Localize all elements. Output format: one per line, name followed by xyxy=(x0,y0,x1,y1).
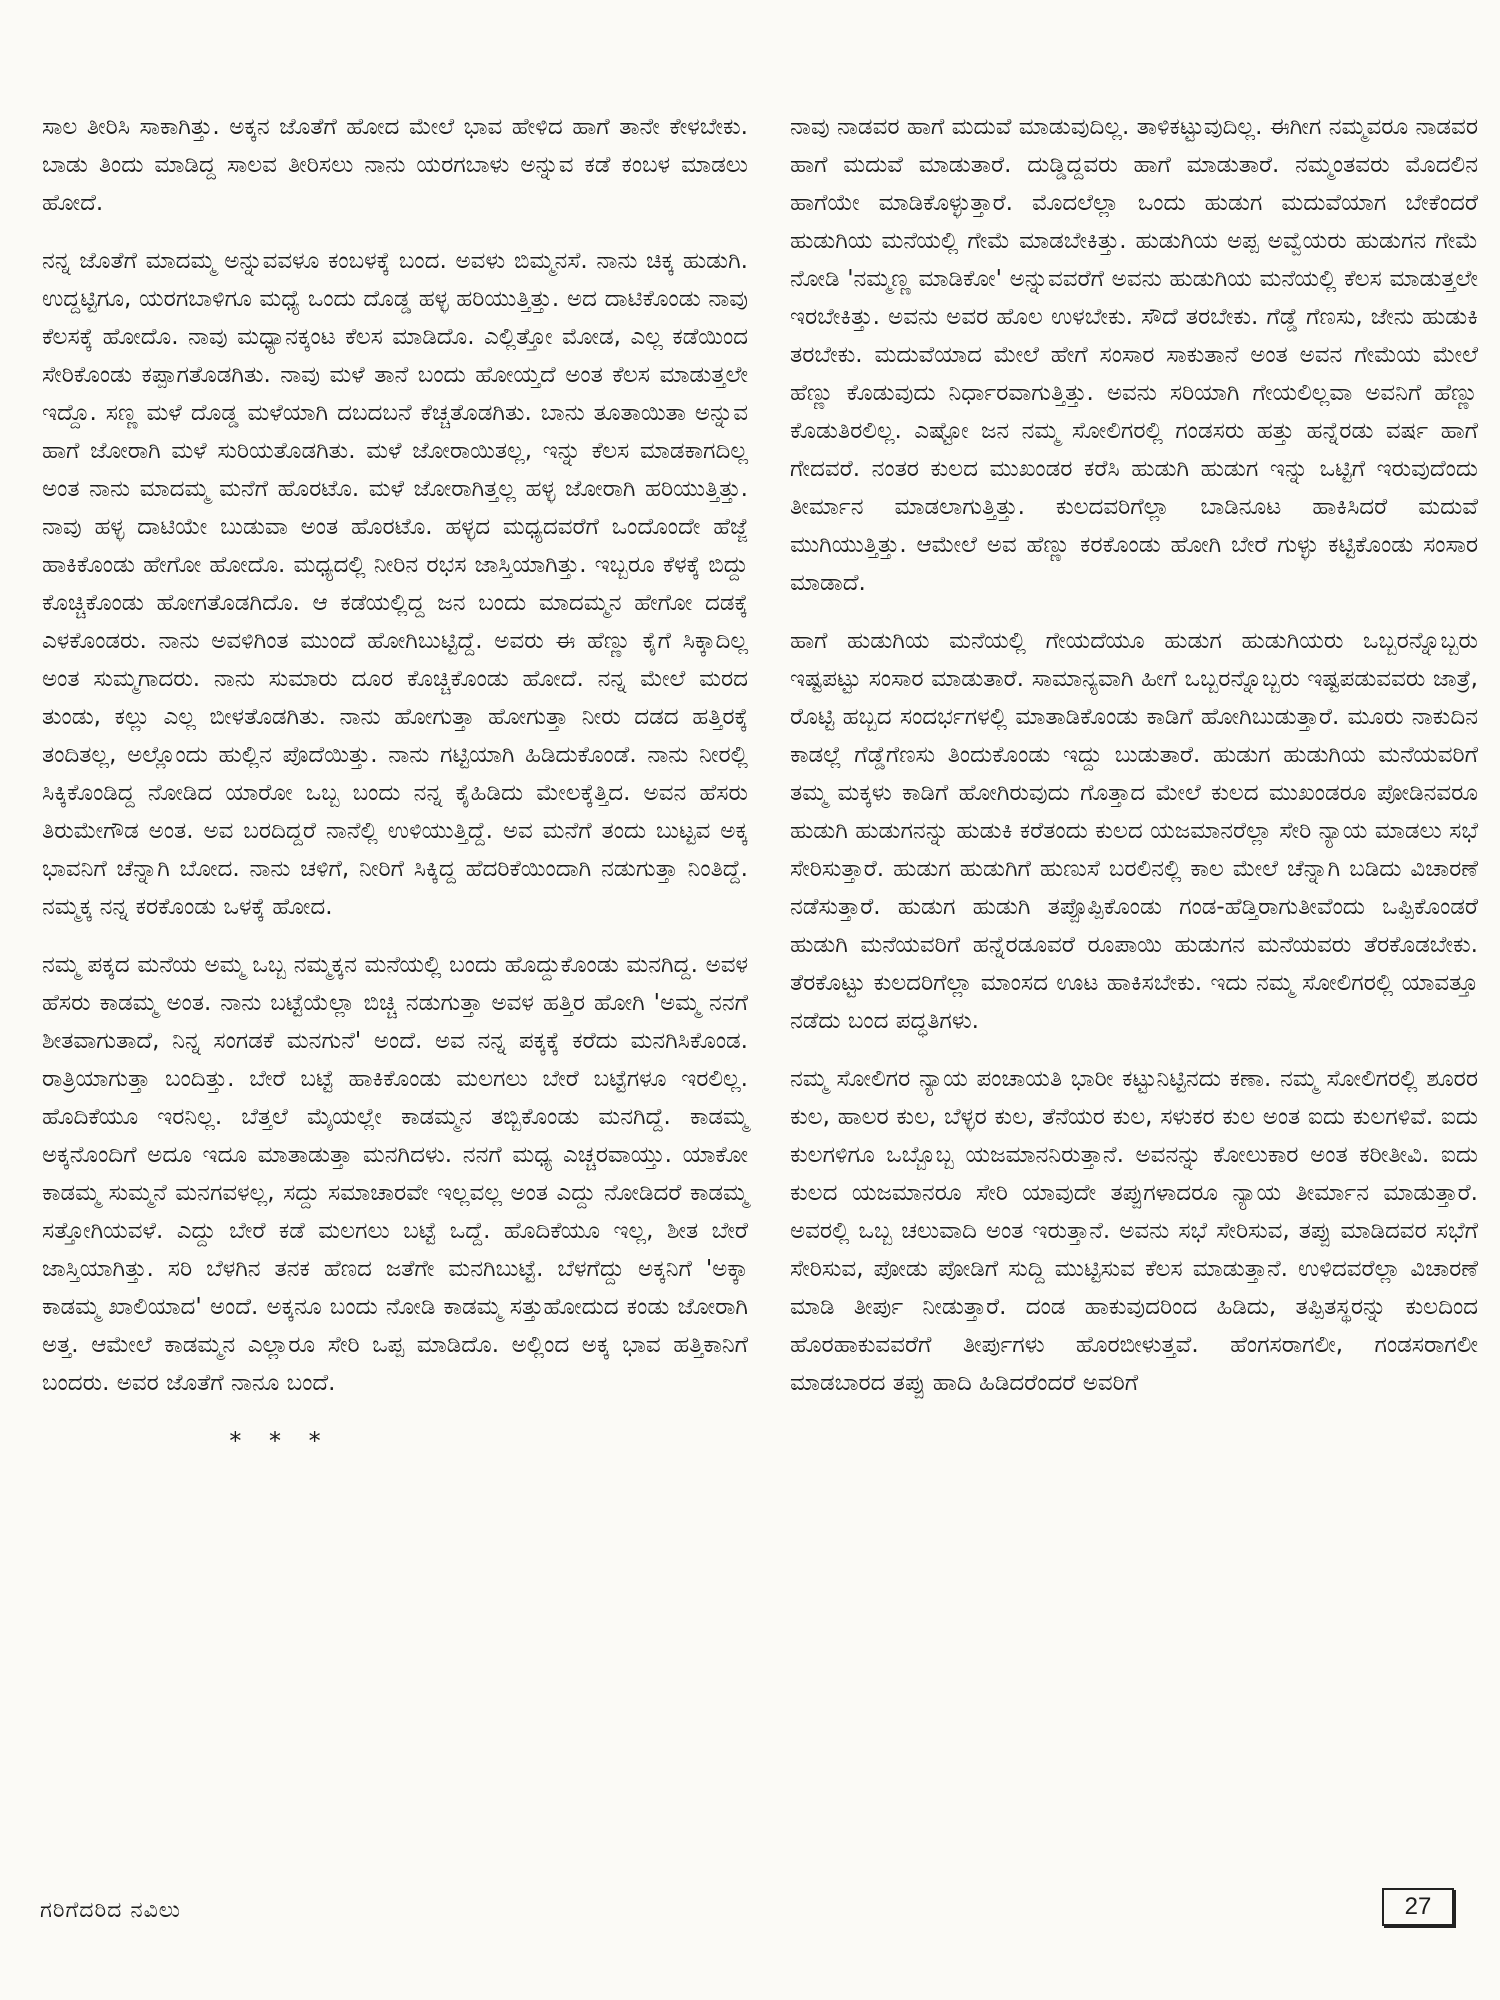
page-number: 27 xyxy=(1382,1888,1454,1926)
right-column xyxy=(790,108,1478,1422)
left-column xyxy=(42,108,748,1460)
paragraph: ನಾವು ನಾಡವರ ಹಾಗೆ ಮದುವೆ ಮಾಡುವುದಿಲ್ಲ. ತಾಳಿಕಟ್ಟುವುದಿಲ್ಲ. ಈಗೀಗ ನಮ್ಮವರೂ ನಾಡವರ ಹಾಗೆ ಮದುವೆ ಮಾಡುತಾರೆ. ದುಡ್ಡಿದ್ದವರು ಹಾಗೆ ಮಾಡುತಾರೆ. ನಮ್ಮಂತವರು ಮೊದಲಿನ ಹಾಗೆಯೇ ಮಾಡಿಕೊಳ್ಳುತ್ತಾರೆ. ಮೊದಲೆಲ್ಲಾ ಒಂದು ಹುಡುಗ ಮದುವೆಯಾಗ ಬೇಕೆಂದರೆ ಹುಡುಗಿಯ ಮನೆಯಲ್ಲಿ ಗೇಮೆ ಮಾಡಬೇಕಿತ್ತು. ಹುಡುಗಿಯ ಅಪ್ಪ ಅವ್ವೆಯರು ಹುಡುಗನ ಗೇಮೆ ನೋಡಿ 'ನಮ್ಮಣ್ಣ ಮಾಡಿಕೋ' ಅನ್ನುವವರೆಗೆ ಅವನು ಹುಡುಗಿಯ ಮನೆಯಲ್ಲಿ ಕೆಲಸ ಮಾಡುತ್ತಲೇ ಇರಬೇಕಿತ್ತು. ಅವನು ಅವರ ಹೊಲ ಉಳಬೇಕು. ಸೌದೆ ತರಬೇಕು. ಗೆಡ್ಡೆ ಗೆಣಸು, ಜೇನು ಹುಡುಕಿ ತರಬೇಕು. ಮದುವೆಯಾದ ಮೇಲೆ ಹೇಗೆ ಸಂಸಾರ ಸಾಕುತಾನೆ ಅಂತ ಅವನ ಗೇಮೆಯ ಮೇಲೆ ಹೆಣ್ಣು ಕೊಡುವುದು ನಿರ್ಧಾರವಾಗುತ್ತಿತ್ತು. ಅವನು ಸರಿಯಾಗಿ ಗೇಯಲಿಲ್ಲವಾ ಅವನಿಗೆ ಹೆಣ್ಣು ಕೊಡುತಿರಲಿಲ್ಲ. ಎಷ್ಟೋ ಜನ ನಮ್ಮ ಸೋಲಿಗರಲ್ಲಿ ಗಂಡಸರು ಹತ್ತು ಹನ್ನೆರಡು ವರ್ಷ ಹಾಗೆ ಗೇದವರೆ. ನಂತರ ಕುಲದ ಮುಖಂಡರ ಕರೆಸಿ ಹುಡುಗಿ ಹುಡುಗ ಇನ್ನು ಒಟ್ಟಿಗೆ ಇರುವುದೆಂದು ತೀರ್ಮಾನ ಮಾಡಲಾಗುತ್ತಿತ್ತು. ಕುಲದವರಿಗೆಲ್ಲಾ ಬಾಡಿನೂಟ ಹಾಕಿಸಿದರೆ ಮದುವೆ ಮುಗಿಯುತ್ತಿತ್ತು. ಆಮೇಲೆ ಅವ ಹೆಣ್ಣು ಕರಕೊಂಡು ಹೋಗಿ ಬೇರೆ ಗುಳ್ಳು ಕಟ್ಟಿಕೊಂಡು ಸಂಸಾರ ಮಾಡಾದೆ. xyxy=(790,114,1478,596)
book-title-footer: ಗರಿಗೆದರಿದ ನವಿಲು xyxy=(40,1898,182,1923)
paragraph: ಹಾಗೆ ಹುಡುಗಿಯ ಮನೆಯಲ್ಲಿ ಗೇಯದೆಯೂ ಹುಡುಗ ಹುಡುಗಿಯರು ಒಬ್ಬರನ್ನೊಬ್ಬರು ಇಷ್ಟಪಟ್ಟು ಸಂಸಾರ ಮಾಡುತಾರೆ. ಸಾಮಾನ್ಯವಾಗಿ ಹೀಗೆ ಒಬ್ಬರನ್ನೊಬ್ಬರು ಇಷ್ಟಪಡುವವರು ಜಾತ್ರೆ, ರೊಟ್ಟಿ ಹಬ್ಬದ ಸಂದರ್ಭಗಳಲ್ಲಿ ಮಾತಾಡಿಕೊಂಡು ಕಾಡಿಗೆ ಹೋಗಿಬುಡುತ್ತಾರೆ. ಮೂರು ನಾಕುದಿನ ಕಾಡಲ್ಲೆ ಗೆಡ್ಡೆಗೆಣಸು ತಿಂದುಕೊಂಡು ಇದ್ದು ಬುಡುತಾರೆ. ಹುಡುಗ ಹುಡುಗಿಯ ಮನೆಯವರಿಗೆ ತಮ್ಮ ಮಕ್ಕಳು ಕಾಡಿಗೆ ಹೋಗಿರುವುದು ಗೊತ್ತಾದ ಮೇಲೆ ಕುಲದ ಮುಖಂಡರೂ ಪೋಡಿನವರೂ ಹುಡುಗಿ ಹುಡುಗನನ್ನು ಹುಡುಕಿ ಕರೆತಂದು ಕುಲದ ಯಜಮಾನರೆಲ್ಲಾ ಸೇರಿ ನ್ಯಾಯ ಮಾಡಲು ಸಭೆ ಸೇರಿಸುತ್ತಾರೆ. ಹುಡುಗ ಹುಡುಗಿಗೆ ಹುಣುಸೆ ಬರಲಿನಲ್ಲಿ ಕಾಲ ಮೇಲೆ ಚೆನ್ನಾಗಿ ಬಡಿದು ವಿಚಾರಣೆ ನಡೆಸುತ್ತಾರೆ. ಹುಡುಗ ಹುಡುಗಿ ತಪ್ಪೊಪ್ಪಿಕೊಂಡು ಗಂಡ-ಹೆಡ್ತಿರಾಗುತೀವೆಂದು ಒಪ್ಪಿಕೊಂಡರೆ ಹುಡುಗಿ ಮನೆಯವರಿಗೆ ಹನ್ನೆರಡೂವರೆ ರೂಪಾಯಿ ಹುಡುಗನ ಮನೆಯವರು ತೆರಕೊಡಬೇಕು. ತೆರಕೊಟ್ಟು ಕುಲದರಿಗೆಲ್ಲಾ ಮಾಂಸದ ಊಟ ಹಾಕಿಸಬೇಕು. ಇದು ನಮ್ಮ ಸೋಲಿಗರಲ್ಲಿ ಯಾವತ್ತೂ ನಡೆದು ಬಂದ ಪದ್ಧತಿಗಳು. xyxy=(790,628,1478,1034)
paragraph: ನಮ್ಮ ಸೋಲಿಗರ ನ್ಯಾಯ ಪಂಚಾಯತಿ ಭಾರೀ ಕಟ್ಟುನಿಟ್ಟಿನದು ಕಣಾ. ನಮ್ಮ ಸೋಲಿಗರಲ್ಲಿ ಶೂರರ ಕುಲ, ಹಾಲರ ಕುಲ, ಬೆಳ್ಳರ ಕುಲ, ತೆನೆಯರ ಕುಲ, ಸಳುಕರ ಕುಲ ಅಂತ ಐದು ಕುಲಗಳಿವೆ. ಐದು ಕುಲಗಳಿಗೂ ಒಬ್ಬೊಬ್ಬ ಯಜಮಾನನಿರುತ್ತಾನೆ. ಅವನನ್ನು ಕೋಲುಕಾರ ಅಂತ ಕರೀತೀವಿ. ಐದು ಕುಲದ ಯಜಮಾನರೂ ಸೇರಿ ಯಾವುದೇ ತಪ್ಪುಗಳಾದರೂ ನ್ಯಾಯ ತೀರ್ಮಾನ ಮಾಡುತ್ತಾರೆ. ಅವರಲ್ಲಿ ಒಬ್ಬ ಚಲುವಾದಿ ಅಂತ ಇರುತ್ತಾನೆ. ಅವನು ಸಭೆ ಸೇರಿಸುವ, ತಪ್ಪು ಮಾಡಿದವರ ಸಭೆಗೆ ಸೇರಿಸುವ, ಪೋಡು ಪೋಡಿಗೆ ಸುದ್ದಿ ಮುಟ್ಟಿಸುವ ಕೆಲಸ ಮಾಡುತ್ತಾನೆ. ಉಳಿದವರೆಲ್ಲಾ ವಿಚಾರಣೆ ಮಾಡಿ ತೀರ್ಪು ನೀಡುತ್ತಾರೆ. ದಂಡ ಹಾಕುವುದರಿಂದ ಹಿಡಿದು, ತಪ್ಪಿತಸ್ಥರನ್ನು ಕುಲದಿಂದ ಹೊರಹಾಕುವವರೆಗೆ ತೀರ್ಪುಗಳು ಹೊರಬೀಳುತ್ತವೆ. ಹೆಂಗಸರಾಗಲೀ, ಗಂಡಸರಾಗಲೀ ಮಾಡಬಾರದ ತಪ್ಪು ಹಾದಿ ಹಿಡಿದರೆಂದರೆ ಅವರಿಗೆ xyxy=(790,1066,1478,1396)
paragraph: ಸಾಲ ತೀರಿಸಿ ಸಾಕಾಗಿತ್ತು. ಅಕ್ಕನ ಜೊತೆಗೆ ಹೋದ ಮೇಲೆ ಭಾವ ಹೇಳಿದ ಹಾಗೆ ತಾನೇ ಕೇಳಬೇಕು. ಬಾಡು ತಿಂದು ಮಾಡಿದ್ದ ಸಾಲವ ತೀರಿಸಲು ನಾನು ಯರಗಬಾಳು ಅನ್ನುವ ಕಡೆ ಕಂಬಳ ಮಾಡಲು ಹೋದೆ. xyxy=(42,114,748,216)
paragraph: ನನ್ನ ಜೊತೆಗೆ ಮಾದಮ್ಮ ಅನ್ನುವವಳೂ ಕಂಬಳಕ್ಕೆ ಬಂದ. ಅವಳು ಬಿಮ್ಮನಸೆ. ನಾನು ಚಿಕ್ಕ ಹುಡುಗಿ. ಉದ್ದಟ್ಟಿಗೂ, ಯರಗಬಾಳಿಗೂ ಮಧ್ಯೆ ಒಂದು ದೊಡ್ಡ ಹಳ್ಳ ಹರಿಯುತ್ತಿತ್ತು. ಅದ ದಾಟಿಕೊಂಡು ನಾವು ಕೆಲಸಕ್ಕೆ ಹೋದೊ. ನಾವು ಮಧ್ಯಾನಕ್ಕಂಟ ಕೆಲಸ ಮಾಡಿದೊ. ಎಲ್ಲಿತ್ತೋ ಮೋಡ, ಎಲ್ಲ ಕಡೆಯಿಂದ ಸೇರಿಕೊಂಡು ಕಪ್ಪಾಗತೊಡಗಿತು. ನಾವು ಮಳೆ ತಾನೆ ಬಂದು ಹೋಯ್ತದೆ ಅಂತ ಕೆಲಸ ಮಾಡುತ್ತಲೇ ಇದ್ದೊ. ಸಣ್ಣ ಮಳೆ ದೊಡ್ಡ ಮಳೆಯಾಗಿ ದಬದಬನೆ ಕೆಚ್ಚತೊಡಗಿತು. ಬಾನು ತೂತಾಯಿತಾ ಅನ್ನುವ ಹಾಗೆ ಜೋರಾಗಿ ಮಳೆ ಸುರಿಯತೊಡಗಿತು. ಮಳೆ ಜೋರಾಯಿತಲ್ಲ, ಇನ್ನು ಕೆಲಸ ಮಾಡಕಾಗದಿಲ್ಲ ಅಂತ ನಾನು ಮಾದಮ್ಮ ಮನೆಗೆ ಹೊರಟೊ. ಮಳೆ ಜೋರಾಗಿತ್ತಲ್ಲ ಹಳ್ಳ ಜೋರಾಗಿ ಹರಿಯುತ್ತಿತ್ತು. ನಾವು ಹಳ್ಳ ದಾಟಿಯೇ ಬುಡುವಾ ಅಂತ ಹೊರಟೊ. ಹಳ್ಳದ ಮಧ್ಯದವರೆಗೆ ಒಂದೊಂದೇ ಹೆಜ್ಜೆ ಹಾಕಿಕೊಂಡು ಹೇಗೋ ಹೋದೊ. ಮಧ್ಯದಲ್ಲಿ ನೀರಿನ ರಭಸ ಜಾಸ್ತಿಯಾಗಿತ್ತು. ಇಬ್ಬರೂ ಕೆಳಕ್ಕೆ ಬಿದ್ದು ಕೊಚ್ಚಿಕೊಂಡು ಹೋಗತೊಡಗಿದೊ. ಆ ಕಡೆಯಲ್ಲಿದ್ದ ಜನ ಬಂದು ಮಾದಮ್ಮನ ಹೇಗೋ ದಡಕ್ಕೆ ಎಳಕೊಂಡರು. ನಾನು ಅವಳಿಗಿಂತ ಮುಂದೆ ಹೋಗಿಬುಟ್ಟಿದ್ದೆ. ಅವರು ಈ ಹೆಣ್ಣು ಕೈಗೆ ಸಿಕ್ಕಾದಿಲ್ಲ ಅಂತ ಸುಮ್ಮಗಾದರು. ನಾನು ಸುಮಾರು ದೂರ ಕೊಚ್ಚಿಕೊಂಡು ಹೋದೆ. ನನ್ನ ಮೇಲೆ ಮರದ ತುಂಡು, ಕಲ್ಲು ಎಲ್ಲ ಬೀಳತೊಡಗಿತು. ನಾನು ಹೋಗುತ್ತಾ ಹೋಗುತ್ತಾ ನೀರು ದಡದ ಹತ್ತಿರಕ್ಕೆ ತಂದಿತಲ್ಲ, ಅಲ್ಲೊಂದು ಹುಲ್ಲಿನ ಪೊದೆಯಿತ್ತು. ನಾನು ಗಟ್ಟಿಯಾಗಿ ಹಿಡಿದುಕೊಂಡೆ. ನಾನು ನೀರಲ್ಲಿ ಸಿಕ್ಕಿಕೊಂಡಿದ್ದ ನೋಡಿದ ಯಾರೋ ಒಬ್ಬ ಬಂದು ನನ್ನ ಕೈಹಿಡಿದು ಮೇಲಕ್ಕೆತ್ತಿದ. ಅವನ ಹೆಸರು ತಿರುಮೇಗೌಡ ಅಂತ. ಅವ ಬರದಿದ್ದರೆ ನಾನೆಲ್ಲಿ ಉಳಿಯುತ್ತಿದ್ದೆ. ಅವ ಮನೆಗೆ ತಂದು ಬುಟ್ಟವ ಅಕ್ಕ ಭಾವನಿಗೆ ಚೆನ್ನಾಗಿ ಬೋದ. ನಾನು ಚಳಿಗೆ, ನೀರಿಗೆ ಸಿಕ್ಕಿದ್ದ ಹೆದರಿಕೆಯಿಂದಾಗಿ ನಡುಗುತ್ತಾ ನಿಂತಿದ್ದೆ. ನಮ್ಮಕ್ಕ ನನ್ನ ಕರಕೊಂಡು ಒಳಕ್ಕೆ ಹೋದ. xyxy=(42,248,748,920)
section-separator: * * * xyxy=(229,1427,331,1455)
paragraph: ನಮ್ಮ ಪಕ್ಕದ ಮನೆಯ ಅಮ್ಮ ಒಬ್ಬ ನಮ್ಮಕ್ಕನ ಮನೆಯಲ್ಲಿ ಬಂದು ಹೊದ್ದುಕೊಂಡು ಮನಗಿದ್ದ. ಅವಳ ಹೆಸರು ಕಾಡಮ್ಮ ಅಂತ. ನಾನು ಬಟ್ಟೆಯೆಲ್ಲಾ ಬಿಚ್ಚಿ ನಡುಗುತ್ತಾ ಅವಳ ಹತ್ತಿರ ಹೋಗಿ 'ಅಮ್ಮ ನನಗೆ ಶೀತವಾಗುತಾದೆ, ನಿನ್ನ ಸಂಗಡಕೆ ಮನಗುನೆ' ಅಂದೆ. ಅವ ನನ್ನ ಪಕ್ಕಕ್ಕೆ ಕರೆದು ಮನಗಿಸಿಕೊಂಡ. ರಾತ್ರಿಯಾಗುತ್ತಾ ಬಂದಿತ್ತು. ಬೇರೆ ಬಟ್ಟೆ ಹಾಕಿಕೊಂಡು ಮಲಗಲು ಬೇರೆ ಬಟ್ಟೆಗಳೂ ಇರಲಿಲ್ಲ. ಹೊದಿಕೆಯೂ ಇರನಿಲ್ಲ. ಬೆತ್ತಲೆ ಮೈಯಲ್ಲೇ ಕಾಡಮ್ಮನ ತಬ್ಬಿಕೊಂಡು ಮನಗಿದ್ದೆ. ಕಾಡಮ್ಮ ಅಕ್ಕನೊಂದಿಗೆ ಅದೂ ಇದೂ ಮಾತಾಡುತ್ತಾ ಮನಗಿದಳು. ನನಗೆ ಮಧ್ಯ ಎಚ್ಚರವಾಯ್ತು. ಯಾಕೋ ಕಾಡಮ್ಮ ಸುಮ್ಮನೆ ಮನಗವಳಲ್ಲ, ಸದ್ದು ಸಮಾಚಾರವೇ ಇಲ್ಲವಲ್ಲ ಅಂತ ಎದ್ದು ನೋಡಿದರೆ ಕಾಡಮ್ಮ ಸತ್ತೋಗಿಯವಳೆ. ಎದ್ದು ಬೇರೆ ಕಡೆ ಮಲಗಲು ಬಟ್ಟೆ ಒದ್ದೆ. ಹೊದಿಕೆಯೂ ಇಲ್ಲ, ಶೀತ ಬೇರೆ ಜಾಸ್ತಿಯಾಗಿತ್ತು. ಸರಿ ಬೆಳಗಿನ ತನಕ ಹೆಣದ ಜತೆಗೇ ಮನಗಿಬುಟ್ಟೆ. ಬೆಳಗೆದ್ದು ಅಕ್ಕನಿಗೆ 'ಅಕ್ಕಾ ಕಾಡಮ್ಮ ಖಾಲಿಯಾದ' ಅಂದೆ. ಅಕ್ಕನೂ ಬಂದು ನೋಡಿ ಕಾಡಮ್ಮ ಸತ್ತುಹೋದುದ ಕಂಡು ಜೋರಾಗಿ ಅತ್ತ. ಆಮೇಲೆ ಕಾಡಮ್ಮನ ಎಲ್ಲಾರೂ ಸೇರಿ ಒಪ್ಪ ಮಾಡಿದೊ. ಅಲ್ಲಿಂದ ಅಕ್ಕ ಭಾವ ಹತ್ತಿಕಾನಿಗೆ ಬಂದರು. ಅವರ ಜೊತೆಗೆ ನಾನೂ ಬಂದೆ. xyxy=(42,952,748,1396)
